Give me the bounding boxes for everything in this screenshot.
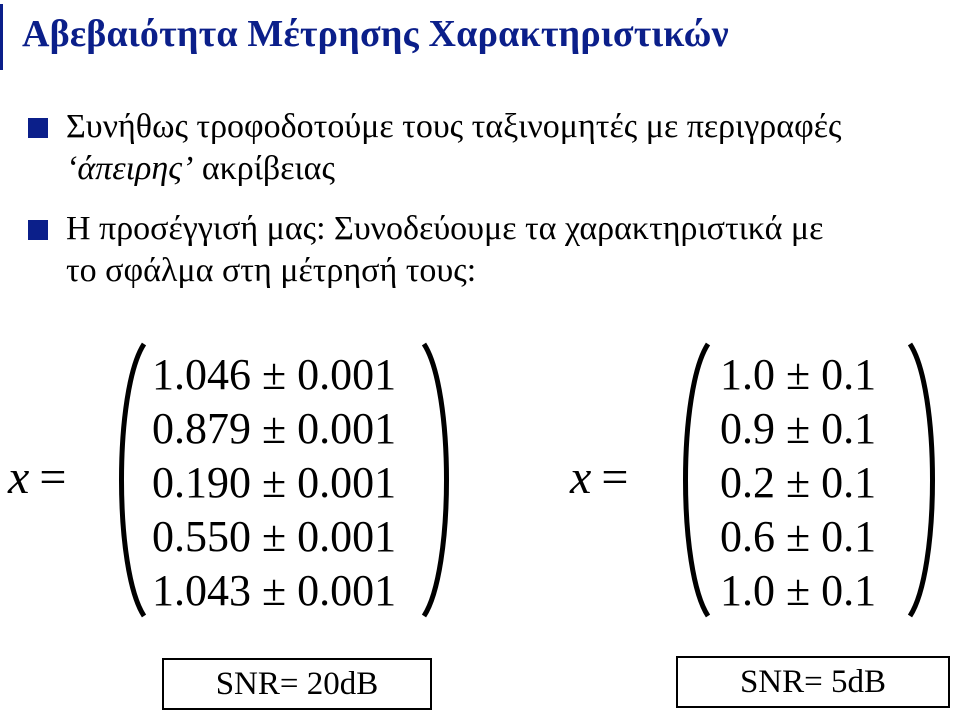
vector-value: 1.046 ± 0.001 bbox=[152, 350, 397, 399]
bullet-1-line-2 bbox=[66, 148, 841, 190]
vector-lhs: x = bbox=[570, 451, 629, 504]
left-paren-icon bbox=[108, 340, 148, 620]
vector-value: 0.879 ± 0.001 bbox=[152, 404, 397, 453]
right-paren-icon bbox=[420, 340, 460, 620]
title-bar bbox=[0, 0, 960, 70]
bullet-2-line-2: το σφάλμα στη μέτρησή τους: bbox=[66, 252, 477, 289]
vector-values bbox=[152, 348, 396, 618]
bullet-1-rest: ακρίβειας bbox=[193, 150, 335, 187]
bullet-square-icon bbox=[28, 220, 48, 240]
vector-value: 1.043 ± 0.001 bbox=[152, 566, 397, 615]
title-accent-line bbox=[0, 4, 3, 70]
snr-label-5db: SNR= 5dB bbox=[676, 656, 950, 708]
vector-value: 0.190 ± 0.001 bbox=[152, 458, 397, 507]
vector-value: 0.9 ± 0.1 bbox=[720, 404, 877, 453]
vector-value: 1.0 ± 0.1 bbox=[720, 566, 877, 615]
right-paren-icon bbox=[906, 340, 946, 620]
bullet-text-1 bbox=[66, 106, 841, 190]
bullet-text-2 bbox=[66, 208, 823, 292]
snr-label-20db: SNR= 20dB bbox=[162, 658, 432, 710]
vector-value: 0.2 ± 0.1 bbox=[720, 458, 877, 507]
vector-lhs: x = bbox=[8, 451, 67, 504]
bullet-1-line-1: Συνήθως τροφοδοτούμε τους ταξινομητές με περιγραφές bbox=[66, 108, 842, 145]
vector-value: 0.6 ± 0.1 bbox=[720, 512, 877, 561]
left-paren-icon bbox=[672, 340, 712, 620]
vector-equation-rounded bbox=[560, 330, 960, 630]
vector-values bbox=[720, 348, 876, 618]
bullet-square-icon bbox=[28, 118, 48, 138]
vector-equation-precise bbox=[0, 330, 480, 630]
vector-value: 0.550 ± 0.001 bbox=[152, 512, 397, 561]
slide-title: Αβεβαιότητα Μέτρησης Χαρακτηριστικών bbox=[22, 13, 729, 55]
bullet-1-italic-term: ‘άπειρης’ bbox=[66, 150, 194, 187]
bullet-2-line-1: Η προσέγγισή μας: Συνοδεύουμε τα χαρακτηριστικά με bbox=[66, 210, 824, 247]
vector-value: 1.0 ± 0.1 bbox=[720, 350, 877, 399]
